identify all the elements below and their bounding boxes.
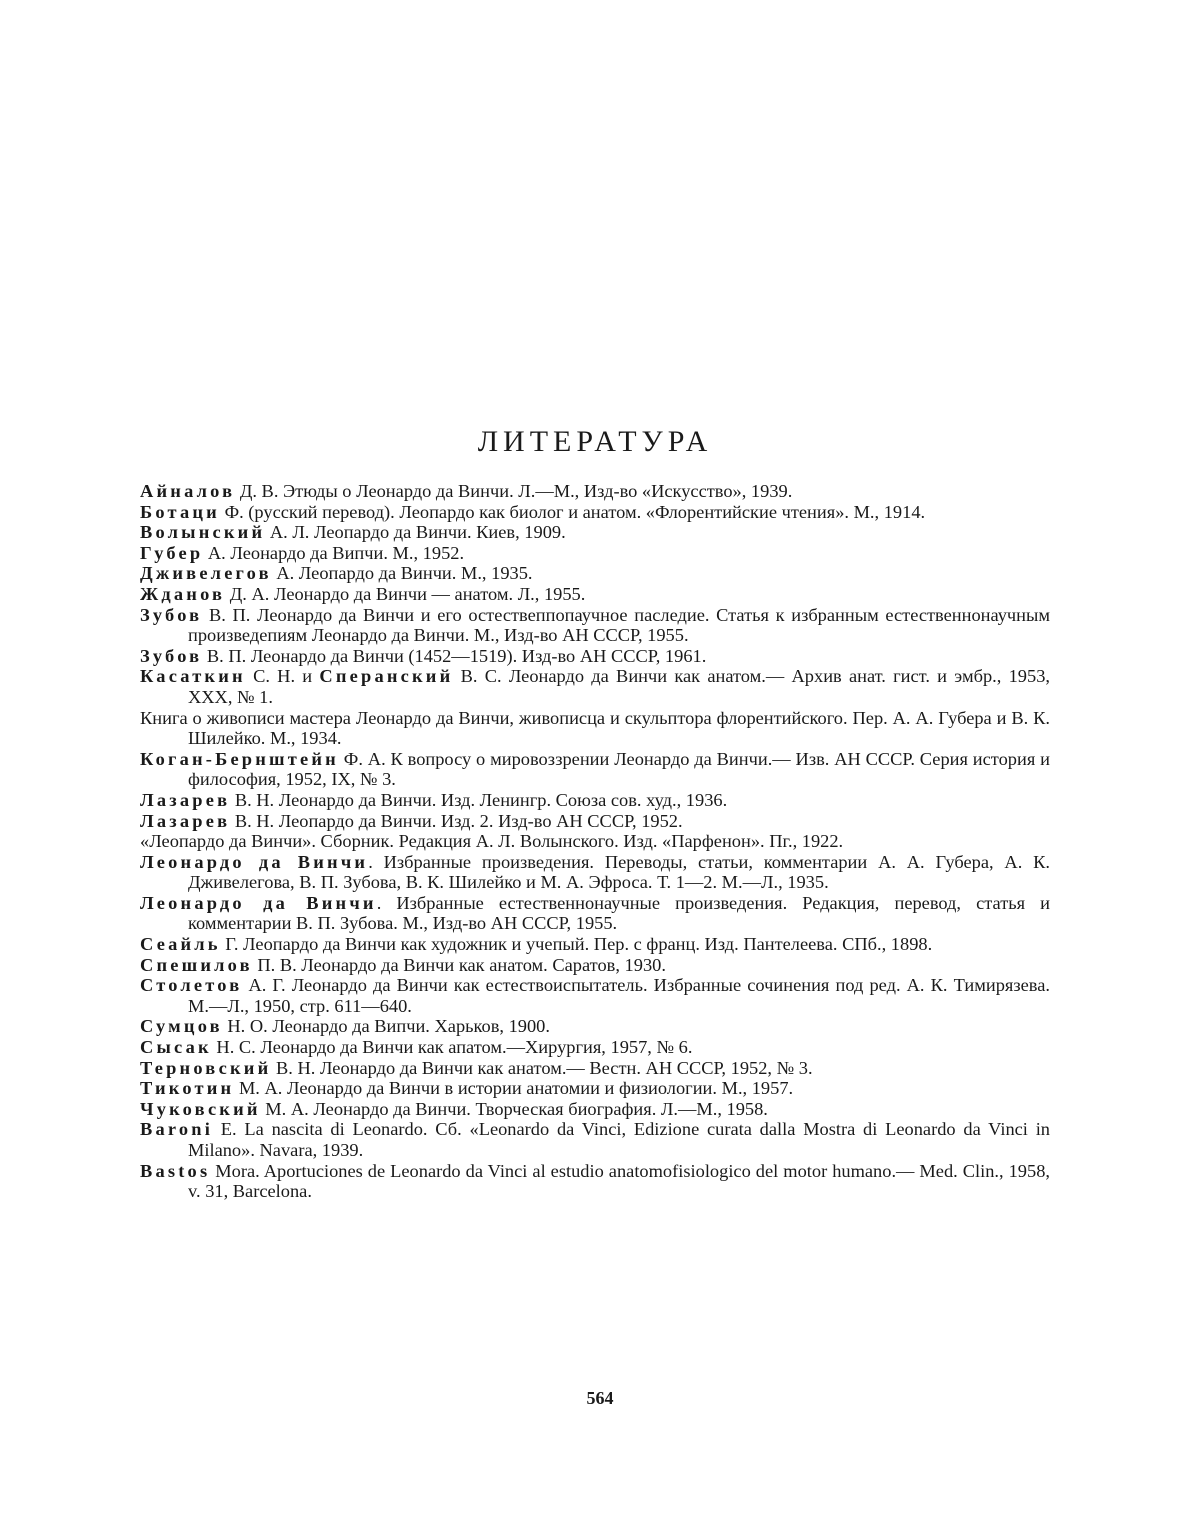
bibliography-entry: [140, 584, 1050, 605]
entry-text: В. П. Леонардо да Винчи (1452—1519). Изд-во АН СССР, 1961.: [202, 646, 706, 666]
entry-text: Н. О. Леонардо да Випчи. Харьков, 1900.: [223, 1016, 550, 1036]
entry-author: Зубов: [140, 605, 202, 625]
bibliography-entry: [140, 1058, 1050, 1079]
entry-text: Книга о живописи мастера Леонардо да Винчи, живописца и скульптора флорентийского. Пер. А. А. Губера и В. К. Шилейко. М., 1934.: [140, 708, 1050, 749]
bibliography-page: [140, 425, 1050, 1202]
entry-text: E. La nascita di Leonardo. Сб. «Leonardo da Vinci, Edizione curata dalla Mostra di Leonardo da Vinci in Milano». Navara, 1939.: [188, 1119, 1050, 1160]
bibliography-entry: [140, 1119, 1050, 1160]
entry-text: Д. А. Леонардо да Винчи — анатом. Л., 1955.: [225, 584, 585, 604]
bibliography-entry: [140, 708, 1050, 749]
entry-text: С. Н. и: [246, 666, 320, 686]
entry-author: Леонардо да Винчи: [140, 893, 377, 913]
entry-text: Ф. А. К вопросу о мировоззрении Леонардо да Винчи.— Изв. АН СССР. Серия история и философия, 1952, IX, № 3.: [188, 749, 1050, 790]
entry-text: Г. Леопардо да Винчи как художник и учепый. Пер. с франц. Изд. Пантелеева. СПб., 1898.: [221, 934, 932, 954]
entry-author: Сеайль: [140, 934, 221, 954]
entry-text-continued: В. С. Леонардо да Винчи как анатом.— Архив анат. гист. и эмбр., 1953, XXX, № 1.: [188, 666, 1050, 707]
bibliography-entry: [140, 605, 1050, 646]
entry-text: . Избранные произведения. Переводы, статьи, комментарии А. А. Губера, А. К. Дживелегова, В. П. Зубова, В. К. Шилейко и М. А. Эфроса. Т. 1—2. М.—Л., 1935.: [188, 852, 1050, 893]
entry-author: Ботаци: [140, 502, 220, 522]
entry-coauthor: Сперанский: [319, 666, 453, 686]
entry-author: Терновский: [140, 1058, 271, 1078]
bibliography-entry: [140, 852, 1050, 893]
entry-author: Коган-Бернштейн: [140, 749, 339, 769]
entry-text: «Леопардо да Винчи». Сборник. Редакция А. Л. Волынского. Изд. «Парфенон». Пг., 1922.: [140, 831, 843, 851]
entry-author: Baroni: [140, 1119, 213, 1139]
bibliography-entry: [140, 646, 1050, 667]
bibliography-entry: [140, 975, 1050, 1016]
bibliography-list: [140, 481, 1050, 1202]
bibliography-entry: [140, 666, 1050, 707]
bibliography-entry: [140, 1016, 1050, 1037]
bibliography-entry: [140, 522, 1050, 543]
page-number: 564: [0, 1388, 1200, 1409]
entry-author: Чуковский: [140, 1099, 261, 1119]
entry-author: Айналов: [140, 481, 235, 501]
bibliography-entry: [140, 1037, 1050, 1058]
bibliography-entry: [140, 831, 1050, 852]
entry-text: В. П. Леонардо да Винчи и его остествеппопаучное паследие. Статья к избранным естественнонаучным произведепиям Леонардо да Винчи. М., Изд-во АН СССР, 1955.: [188, 605, 1050, 646]
entry-text: М. А. Леонардо да Винчи в истории анатомии и физиологии. М., 1957.: [234, 1078, 793, 1098]
bibliography-entry: [140, 481, 1050, 502]
entry-text: Ф. (русский перевод). Леопардо как биолог и анатом. «Флорентийские чтения». М., 1914.: [220, 502, 925, 522]
bibliography-entry: [140, 1099, 1050, 1120]
bibliography-entry: [140, 893, 1050, 934]
bibliography-entry: [140, 955, 1050, 976]
bibliography-entry: [140, 811, 1050, 832]
entry-text: В. Н. Леонардо да Винчи как анатом.— Вестн. АН СССР, 1952, № 3.: [271, 1058, 812, 1078]
entry-author: Губер: [140, 543, 203, 563]
entry-text: П. В. Леонардо да Винчи как анатом. Саратов, 1930.: [253, 955, 666, 975]
entry-author: Волынский: [140, 522, 265, 542]
entry-author: Тикотин: [140, 1078, 234, 1098]
bibliography-entry: [140, 790, 1050, 811]
entry-text: В. Н. Леопардо да Винчи. Изд. 2. Изд-во АН СССР, 1952.: [230, 811, 682, 831]
bibliography-entry: [140, 563, 1050, 584]
entry-text: А. Леонардо да Випчи. М., 1952.: [203, 543, 464, 563]
entry-author: Лазарев: [140, 790, 230, 810]
entry-text: М. А. Леонардо да Винчи. Творческая биография. Л.—М., 1958.: [261, 1099, 768, 1119]
entry-text: Н. С. Леонардо да Винчи как апатом.—Хирургия, 1957, № 6.: [212, 1037, 693, 1057]
entry-author: Сысак: [140, 1037, 212, 1057]
entry-author: Касаткин: [140, 666, 246, 686]
entry-text: А. Леопардо да Винчи. М., 1935.: [272, 563, 533, 583]
entry-text: А. Г. Леонардо да Винчи как естествоиспытатель. Избранные сочинения под ред. А. К. Тимирязева. М.—Л., 1950, стр. 611—640.: [188, 975, 1050, 1016]
entry-text: . Избранные естественнонаучные произведения. Редакция, перевод, статья и комментарии В. П. Зубова. М., Изд-во АН СССР, 1955.: [188, 893, 1050, 934]
entry-text: В. Н. Леонардо да Винчи. Изд. Ленингр. Союза сов. худ., 1936.: [230, 790, 727, 810]
entry-author: Жданов: [140, 584, 225, 604]
bibliography-entry: [140, 502, 1050, 523]
entry-author: Леонардо да Винчи: [140, 852, 368, 872]
entry-author: Сумцов: [140, 1016, 223, 1036]
entry-author: Bastos: [140, 1161, 210, 1181]
page-title: ЛИТЕРАТУРА: [140, 425, 1050, 459]
bibliography-entry: [140, 1078, 1050, 1099]
entry-author: Лазарев: [140, 811, 230, 831]
bibliography-entry: [140, 1161, 1050, 1202]
bibliography-entry: [140, 543, 1050, 564]
entry-text: Д. В. Этюды о Леонардо да Винчи. Л.—М., Изд-во «Искусство», 1939.: [235, 481, 792, 501]
entry-text: А. Л. Леопардо да Винчи. Киев, 1909.: [265, 522, 565, 542]
bibliography-entry: [140, 934, 1050, 955]
entry-author: Спешилов: [140, 955, 253, 975]
entry-author: Столетов: [140, 975, 242, 995]
bibliography-entry: [140, 749, 1050, 790]
entry-author: Дживелегов: [140, 563, 272, 583]
entry-author: Зубов: [140, 646, 202, 666]
entry-text: Mora. Aportuciones de Leonardo da Vinci al estudio anatomofisiologico del motor humano.— Med. Clin., 1958, v. 31, Barcelona.: [188, 1161, 1050, 1202]
